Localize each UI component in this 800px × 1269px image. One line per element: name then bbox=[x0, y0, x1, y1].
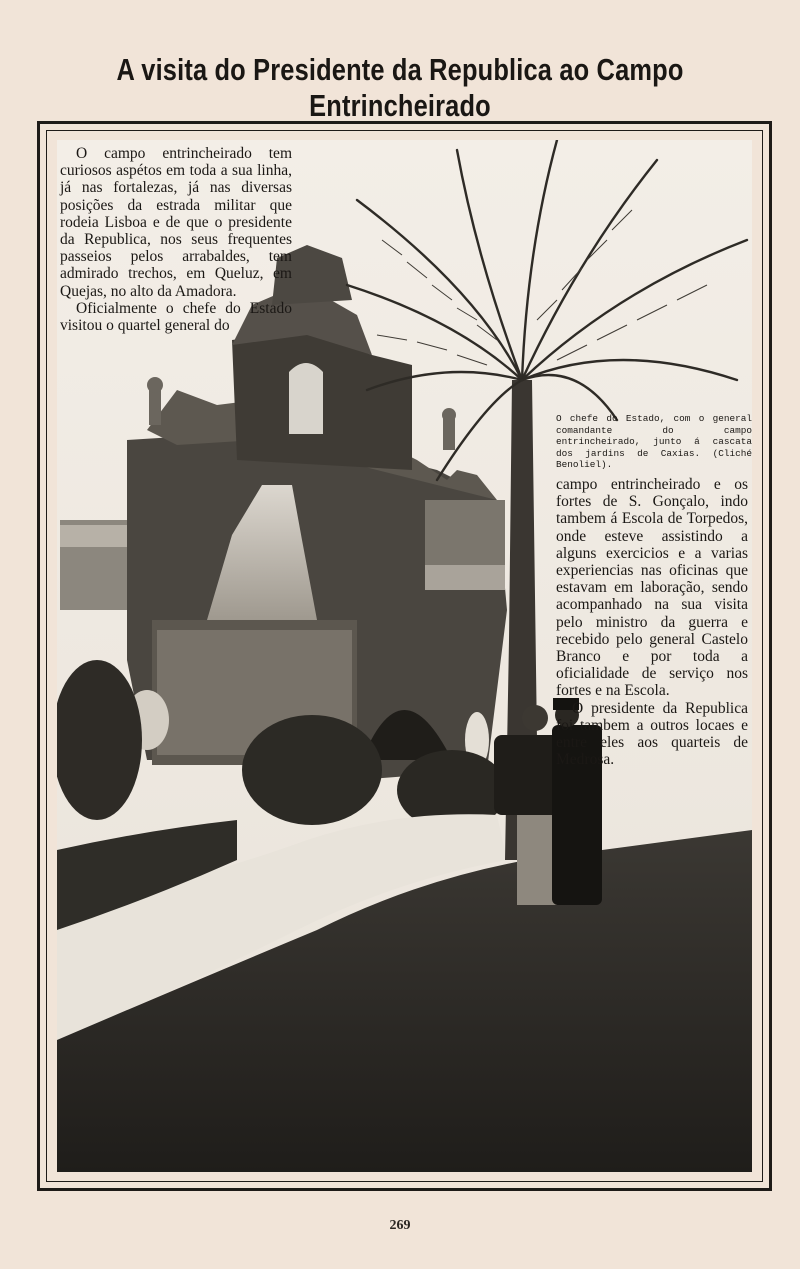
page-title: A visita do Presidente da Republica ao Campo Entrincheirado bbox=[116, 52, 684, 123]
article-paragraph-4: O presidente da Republica foi tambem a outros locaes e entre eles aos quarteis de Medrosa. bbox=[556, 699, 748, 769]
article-right-column bbox=[556, 476, 748, 768]
article-paragraph-1: O campo entrincheirado tem curiosos aspétos em toda a sua linha, já nas fortalezas, já nas diversas posições da estrada militar que rodeia Lisboa e de que o presidente da Republica, nos seus frequentes passeios pelos arrabaldes, tem admirado trechos, em Queluz, em Quejas, no alto da Amadora. bbox=[60, 145, 292, 300]
article-left-column bbox=[60, 145, 292, 334]
page-number: 269 bbox=[389, 1218, 411, 1233]
article-paragraph-3: campo entrincheirado e os fortes de S. Gonçalo, indo tambem á Escola de Torpedos, onde esteve assistindo a alguns exercicios e a varias experiencias nas oficinas que estavam em laboração, sendo acompanhado na sua visita pelo ministro da guerra e recebido pelo general Castelo Branco e por toda a oficialidade de serviço nos fortes e na Escola. bbox=[556, 476, 748, 700]
photo-caption: O chefe do Estado, com o general comandante do campo entrincheirado, junto á cascata dos jardins de Caxias. (Cliché Benoliel). bbox=[556, 413, 752, 470]
article-paragraph-2: Oficialmente o chefe do Estado visitou o quartel general do bbox=[60, 299, 292, 335]
